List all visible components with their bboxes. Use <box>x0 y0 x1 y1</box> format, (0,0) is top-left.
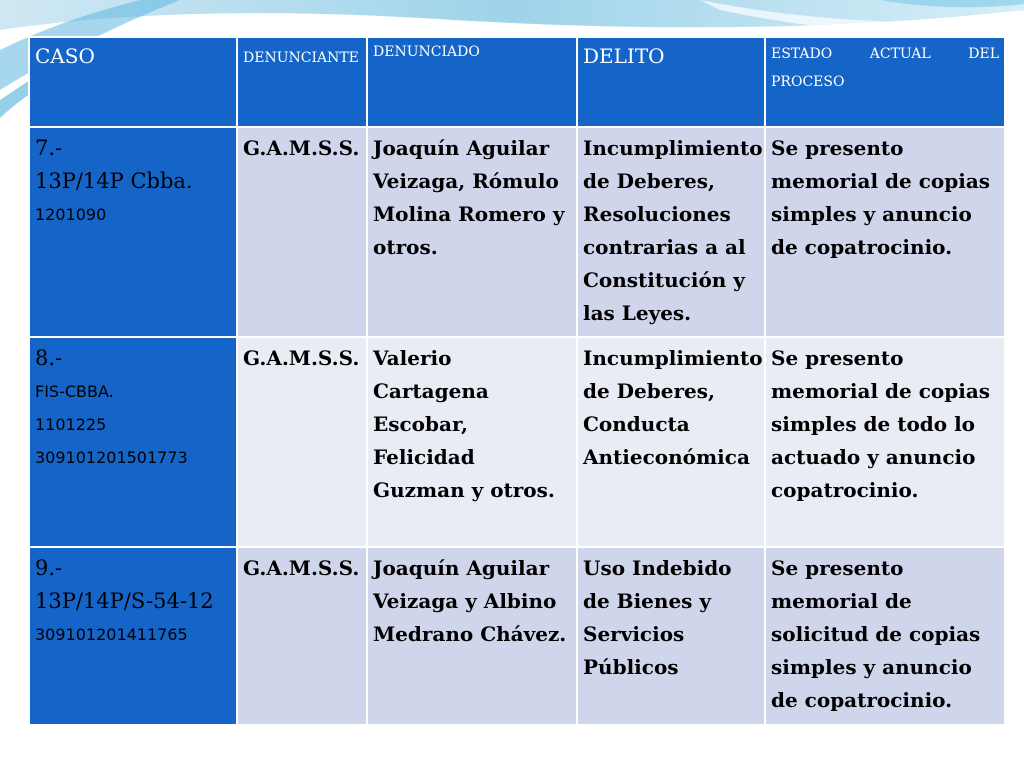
denunciado-cell: Joaquín Aguilar Veizaga, Rómulo Molina Romero y otros. <box>367 127 577 337</box>
table-row <box>29 547 1005 725</box>
delito-cell: Incumplimiento de Deberes, Conducta Antieconómica <box>577 337 765 547</box>
table-row <box>29 337 1005 547</box>
case-reference: 13P/14P Cbba. <box>35 169 193 193</box>
case-code: 309101201411765 <box>35 625 188 644</box>
case-number: 7.- <box>35 136 63 160</box>
denunciado-cell: Valerio Cartagena Escobar, Felicidad Guzman y otros. <box>367 337 577 547</box>
case-reference: FIS-CBBA. <box>35 382 114 401</box>
estado-cell: Se presento memorial de copias simples de todo lo actuado y anuncio copatrocinio. <box>765 337 1005 547</box>
delito-cell: Incumplimiento de Deberes, Resoluciones contrarias a al Constitución y las Leyes. <box>577 127 765 337</box>
case-number: 9.- <box>35 556 63 580</box>
case-code: 1201090 <box>35 205 107 224</box>
header-denunciante: DENUNCIANTE <box>237 37 367 127</box>
case-code: 1101225 <box>35 415 107 434</box>
table-row <box>29 127 1005 337</box>
header-caso: CASO <box>29 37 237 127</box>
case-cell <box>29 547 237 725</box>
denunciante-cell: G.A.M.S.S. <box>237 337 367 547</box>
denunciante-cell: G.A.M.S.S. <box>237 127 367 337</box>
case-cell <box>29 127 237 337</box>
cases-table <box>28 36 1006 726</box>
header-delito: DELITO <box>577 37 765 127</box>
header-denunciado: DENUNCIADO <box>367 37 577 127</box>
case-code: 309101201501773 <box>35 448 188 467</box>
estado-cell: Se presento memorial de copias simples y anuncio de copatrocinio. <box>765 127 1005 337</box>
case-reference: 13P/14P/S-54-12 <box>35 589 214 613</box>
denunciante-cell: G.A.M.S.S. <box>237 547 367 725</box>
table-header-row <box>29 37 1005 127</box>
estado-cell: Se presento memorial de solicitud de copias simples y anuncio de copatrocinio. <box>765 547 1005 725</box>
denunciado-cell: Joaquín Aguilar Veizaga y Albino Medrano Chávez. <box>367 547 577 725</box>
case-cell <box>29 337 237 547</box>
delito-cell: Uso Indebido de Bienes y Servicios Públicos <box>577 547 765 725</box>
header-estado: ESTADO ACTUAL DEL PROCESO <box>765 37 1005 127</box>
case-number: 8.- <box>35 346 63 370</box>
